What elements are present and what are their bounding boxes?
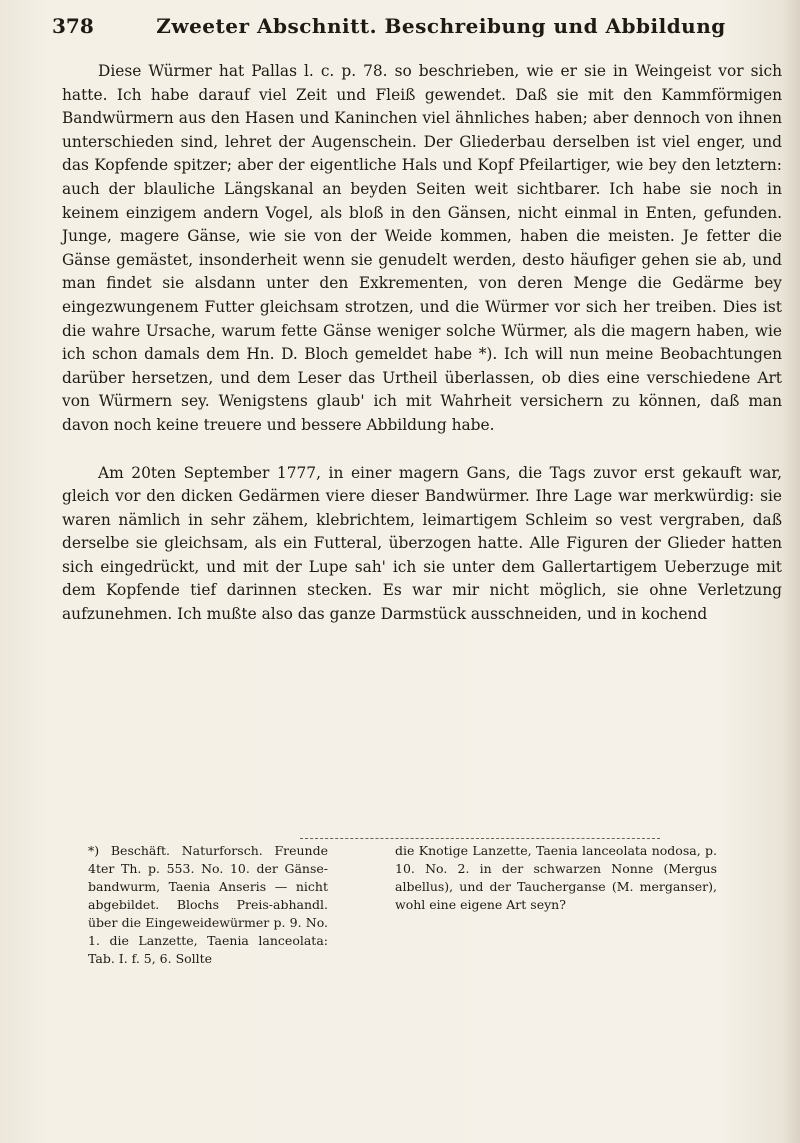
footnote-divider [300,838,660,839]
body-text [62,60,782,627]
footnote-left-column: *) Beschäft. Naturforsch. Freunde 4ter Th. p. 553. No. 10. der Gänse-bandwurm, Taenia Anseris — nicht abgebildet. Blochs Preis-abhandl. über die Eingeweidewürmer p. 9. No. 1. die Lanzette, Taenia lanceolata: Tab. I. f. 5, 6. Sollte [88,843,328,966]
running-head: Zweeter Abschnitt. Beschreibung und Abbildung [156,14,726,38]
page-header [52,14,760,46]
page-number: 378 [52,14,94,38]
paragraph-1: Diese Würmer hat Pallas l. c. p. 78. so beschrieben, wie er sie in Weingeist vor sich hatte. Ich habe darauf viel Zeit und Fleiß gewendet. Daß sie mit den Kammförmigen Bandwürmern aus den Hasen und Kaninchen viel ähnliches haben; aber dennoch von ihnen unterschieden sind, lehret der Augenschein. Der Gliederbau derselben ist viel enger, und das Kopfende spitzer; aber der eigentliche Hals und Kopf Pfeilartiger, wie bey den letztern: auch der blauliche Längskanal an beyden Seiten weit sichtbarer. Ich habe sie noch in keinem einzigem andern Vogel, als bloß in den Gänsen, nicht einmal in Enten, gefunden. Junge, magere Gänse, wie sie von der Weide kommen, haben die meisten. Je fetter die Gänse gemästet, insonderheit wenn sie genudelt werden, desto häufiger gehen sie ab, und man findet sie alsdann unter den Exkrementen, von deren Menge die Gedärme bey eingezwungenem Futter gleichsam strotzen, und die Würmer vor sich her treiben. Dies ist die wahre Ursache, warum fette Gänse weniger solche Würmer, als die magern haben, wie ich schon damals dem Hn. D. Bloch gemeldet habe *). Ich will nun meine Beobachtungen darüber hersetzen, und dem Leser das Urtheil überlassen, ob dies eine verschiedene Art von Würmern sey. Wenigstens glaub' ich mit Wahrheit versichern zu können, daß man davon noch keine treuere und bessere Abbildung habe. [62,62,782,434]
page-edge-shadow [782,0,800,1143]
footnote-right-column: die Knotige Lanzette, Taenia lanceolata nodosa, p. 10. No. 2. in der schwarzen Nonne (Mergus albellus), und der Taucherganse (M. merganser), wohl eine eigene Art seyn? [395,843,717,912]
paragraph-2: Am 20ten September 1777, in einer magern Gans, die Tags zuvor erst gekauft war, gleich vor den dicken Gedärmen viere dieser Bandwürmer. Ihre Lage war merkwürdig: sie waren nämlich in sehr zähem, klebrichtem, leimartigem Schleim so vest vergraben, daß derselbe sie gleichsam, als ein Futteral, überzogen hatte. Alle Figuren der Glieder hatten sich eingedrückt, und mit der Lupe sah' ich sie unter dem Gallertartigem Ueberzuge mit dem Kopfende tief darinnen stecken. Es war mir nicht möglich, sie ohne Verletzung aufzunehmen. Ich mußte also das ganze Darmstück ausschneiden, und in kochend [62,463,782,624]
